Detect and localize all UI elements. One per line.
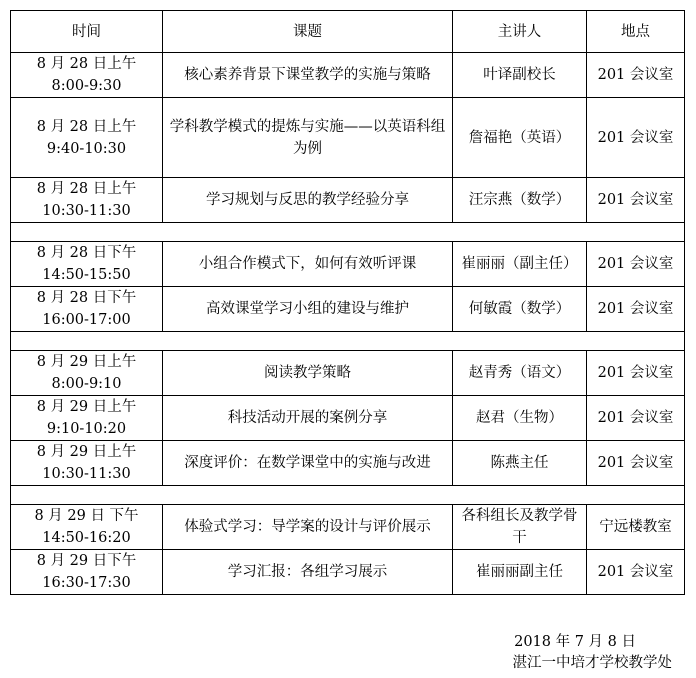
topic-cell: 体验式学习：导学案的设计与评价展示: [163, 505, 453, 550]
place-cell: 宁远楼教室: [587, 505, 685, 550]
place-cell: 201 会议室: [587, 178, 685, 223]
topic-cell: 学习规划与反思的教学经验分享: [163, 178, 453, 223]
spacer-cell: [11, 486, 685, 505]
signature-date: 2018 年 7 月 8 日: [514, 634, 636, 650]
speaker-cell: 詹福艳（英语）: [453, 98, 587, 178]
speaker-cell: 崔丽丽副主任: [453, 550, 587, 595]
table-row: [11, 53, 685, 98]
speaker-cell: 赵青秀（语文）: [453, 351, 587, 396]
topic-cell: 深度评价：在数学课堂中的实施与改进: [163, 441, 453, 486]
header-place: 地点: [587, 11, 685, 53]
speaker-cell: 叶译副校长: [453, 53, 587, 98]
speaker-cell: 崔丽丽（副主任）: [453, 242, 587, 287]
header-topic: 课题: [163, 11, 453, 53]
header-row: [11, 11, 685, 53]
place-cell: 201 会议室: [587, 441, 685, 486]
time-cell: 8 月 29 日上午 8:00-9:10: [11, 351, 163, 396]
table-row: [11, 550, 685, 595]
topic-cell: 学科教学模式的提炼与实施——以英语科组为例: [163, 98, 453, 178]
place-cell: 201 会议室: [587, 98, 685, 178]
table-row: [11, 441, 685, 486]
spacer-row: [11, 223, 685, 242]
time-cell: 8 月 28 日上午 10:30-11:30: [11, 178, 163, 223]
table-row: [11, 351, 685, 396]
topic-cell: 小组合作模式下，如何有效听评课: [163, 242, 453, 287]
time-cell: 8 月 29 日上午 9:10-10:20: [11, 396, 163, 441]
place-cell: 201 会议室: [587, 242, 685, 287]
spacer-cell: [11, 223, 685, 242]
table-row: [11, 178, 685, 223]
header-speaker: 主讲人: [453, 11, 587, 53]
table-row: [11, 396, 685, 441]
speaker-cell: 各科组长及教学骨干: [453, 505, 587, 550]
time-cell: 8 月 28 日上午 9:40-10:30: [11, 98, 163, 178]
speaker-cell: 何敏霞（数学）: [453, 287, 587, 332]
time-cell: 8 月 29 日上午 10:30-11:30: [11, 441, 163, 486]
place-cell: 201 会议室: [587, 287, 685, 332]
time-cell: 8 月 28 日下午 14:50-15:50: [11, 242, 163, 287]
place-cell: 201 会议室: [587, 53, 685, 98]
spacer-row: [11, 486, 685, 505]
speaker-cell: 陈燕主任: [453, 441, 587, 486]
topic-cell: 学习汇报：各组学习展示: [163, 550, 453, 595]
place-cell: 201 会议室: [587, 396, 685, 441]
topic-cell: 核心素养背景下课堂教学的实施与策略: [163, 53, 453, 98]
spacer-row: [11, 332, 685, 351]
table-row: [11, 287, 685, 332]
place-cell: 201 会议室: [587, 351, 685, 396]
spacer-cell: [11, 332, 685, 351]
speaker-cell: 汪宗燕（数学）: [453, 178, 587, 223]
topic-cell: 阅读教学策略: [163, 351, 453, 396]
topic-cell: 科技活动开展的案例分享: [163, 396, 453, 441]
topic-cell: 高效课堂学习小组的建设与维护: [163, 287, 453, 332]
header-time: 时间: [11, 11, 163, 53]
table-row: [11, 98, 685, 178]
time-cell: 8 月 28 日上午 8:00-9:30: [11, 53, 163, 98]
place-cell: 201 会议室: [587, 550, 685, 595]
table-row: [11, 242, 685, 287]
schedule-table: [10, 10, 685, 595]
time-cell: 8 月 29 日 下午 14:50-16:20: [11, 505, 163, 550]
time-cell: 8 月 29 日下午 16:30-17:30: [11, 550, 163, 595]
signature-org: 湛江一中培才学校教学处: [512, 655, 672, 671]
table-row: [11, 505, 685, 550]
time-cell: 8 月 28 日下午 16:00-17:00: [11, 287, 163, 332]
speaker-cell: 赵君（生物）: [453, 396, 587, 441]
